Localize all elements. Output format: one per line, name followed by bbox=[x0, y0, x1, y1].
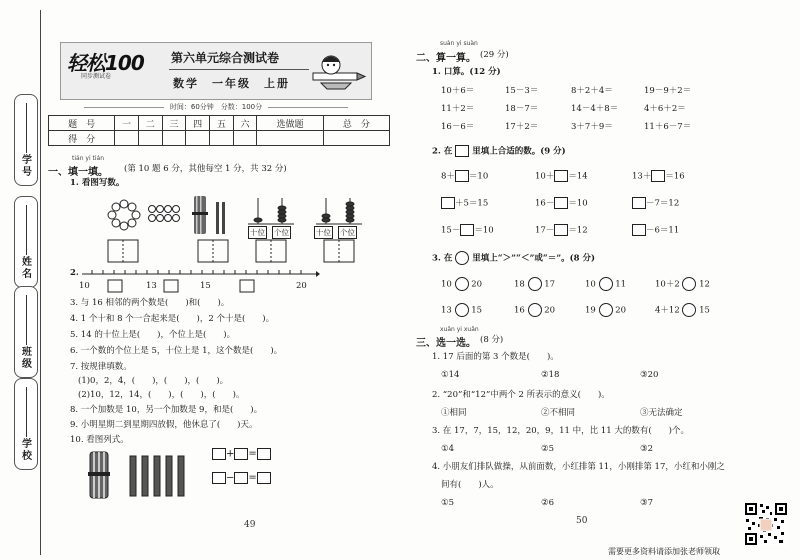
oral-item: 11＋6－7＝ bbox=[644, 122, 692, 132]
answer-circle[interactable] bbox=[455, 303, 469, 317]
score-input-cell[interactable] bbox=[162, 131, 186, 146]
compare-item: 4＋12 15 bbox=[655, 303, 710, 317]
question-7a: (1)0，2，4，( )，( )，( )。 bbox=[78, 376, 229, 386]
choice-question-2: 2. “20”和“12”中两个 2 所表示的意义( )。 bbox=[432, 390, 610, 400]
ring-of-circles-icon bbox=[108, 200, 140, 230]
binding-strip bbox=[0, 0, 44, 560]
answer-circle[interactable] bbox=[528, 277, 542, 291]
section2-note: (29 分) bbox=[480, 50, 509, 60]
answer-circle[interactable] bbox=[682, 277, 696, 291]
score-header-cell: 总 分 bbox=[323, 116, 389, 131]
answer-box[interactable] bbox=[632, 224, 646, 236]
oral-item: 15－3＝ bbox=[505, 86, 539, 96]
class-field[interactable] bbox=[14, 286, 38, 378]
choice-option[interactable]: ①5 bbox=[441, 498, 455, 508]
footer-note: 需要更多资料请添加张老师领取 bbox=[608, 547, 720, 556]
score-table bbox=[48, 115, 390, 146]
section1-note: (第 10 题 6 分，其他每空 1 分，共 32 分) bbox=[124, 164, 287, 174]
score-input-cell[interactable] bbox=[138, 131, 162, 146]
score-label-cell: 得 分 bbox=[49, 131, 115, 146]
abacus-2-icon bbox=[316, 198, 362, 224]
answer-box[interactable] bbox=[234, 448, 248, 460]
page-number-left: 49 bbox=[244, 520, 256, 530]
pencil-kid-illustration bbox=[311, 51, 367, 91]
score-input-cell[interactable] bbox=[257, 131, 323, 146]
choice-option[interactable]: ②5 bbox=[541, 444, 555, 454]
question-4: 4. 1 个十和 8 个一合起来是( )，2 个十是( )。 bbox=[70, 314, 275, 324]
score-header-cell: 四 bbox=[186, 116, 210, 131]
choice-question-1: 1. 17 后面的第 3 个数是( )。 bbox=[432, 352, 559, 362]
section3-note: (8 分) bbox=[480, 335, 504, 345]
score-header-cell: 二 bbox=[138, 116, 162, 131]
oral-item: 10＋6＝ bbox=[441, 86, 475, 96]
question-3: 3. 与 16 相邻的两个数是( )和( )。 bbox=[70, 298, 230, 308]
calc-question-3: 3. 在 里填上“＞”“＜”或“＝”。(8 分) bbox=[432, 251, 595, 265]
answer-box[interactable] bbox=[651, 170, 665, 182]
fill-item: －7＝12 bbox=[632, 197, 679, 210]
question-5: 5. 14 的十位上是( )，个位上是( )。 bbox=[70, 330, 236, 340]
section1-title: 一、填一填。 bbox=[48, 167, 108, 178]
question-8: 8. 一个加数是 10，另一个加数是 9，和是( )。 bbox=[70, 405, 263, 415]
student-number-label: 学号 bbox=[22, 155, 32, 178]
name-field[interactable] bbox=[14, 196, 38, 288]
oral-item: 18－7＝ bbox=[505, 104, 539, 114]
compare-item: 10＋2 12 bbox=[655, 277, 710, 291]
fill-item: 16－ ＝10 bbox=[535, 198, 588, 209]
choice-option[interactable]: ③2 bbox=[640, 444, 654, 454]
answer-box[interactable] bbox=[257, 448, 271, 460]
oral-item: 11＋2＝ bbox=[441, 104, 475, 114]
question-6: 6. 一个数的个位上是 5，十位上是 1，这个数是( )。 bbox=[70, 346, 283, 356]
ruler-num-20: 20 bbox=[296, 281, 307, 291]
abacus-2-tens-label: 十位 bbox=[316, 228, 331, 237]
question-7b: (2)10，12，14，( )，( )，( )。 bbox=[78, 390, 245, 400]
calc-question-1: 1. 口算。(12 分) bbox=[432, 67, 501, 77]
section1-pinyin: tián yi tián bbox=[72, 155, 105, 162]
section3-pinyin: xuǎn yi xuǎn bbox=[440, 326, 479, 333]
answer-box[interactable] bbox=[460, 224, 474, 236]
section3-title: 三、选一选。 bbox=[416, 338, 476, 349]
fill-item: 13＋ ＝16 bbox=[632, 171, 685, 182]
choice-question-3: 3. 在 17，7，15，12，20，9，11 中，比 11 大的数有( )个。 bbox=[432, 426, 689, 436]
answer-circle[interactable] bbox=[599, 277, 613, 291]
score-header-cell: 选做题 bbox=[257, 116, 323, 131]
brand-logo-sub: 同步测试卷 bbox=[81, 73, 112, 80]
exam-title: 第六单元综合测试卷 bbox=[171, 51, 280, 65]
question-10: 10. 看图列式。 bbox=[70, 435, 129, 445]
score-input-cell[interactable] bbox=[323, 131, 389, 146]
score-input-cell[interactable] bbox=[210, 131, 234, 146]
score-header-cell: 六 bbox=[233, 116, 257, 131]
score-header-cell: 题 号 bbox=[49, 116, 115, 131]
score-value-row bbox=[49, 131, 390, 146]
q10-equation-1: + = bbox=[212, 448, 271, 460]
name-label: 姓名 bbox=[22, 257, 32, 280]
compare-item: 19 20 bbox=[585, 303, 626, 317]
ruler-num-15: 15 bbox=[200, 281, 211, 291]
calc-question-2: 2. 在 里填上合适的数。(9 分) bbox=[432, 146, 566, 157]
question-2-label: 2. bbox=[70, 268, 79, 278]
answer-circle[interactable] bbox=[528, 303, 542, 317]
compare-item: 10 20 bbox=[441, 277, 482, 291]
answer-box[interactable] bbox=[455, 170, 469, 182]
compare-item: 10 11 bbox=[585, 277, 626, 291]
compare-item: 18 17 bbox=[514, 277, 555, 291]
answer-grid bbox=[108, 240, 354, 262]
choice-option[interactable]: ③无法确定 bbox=[640, 408, 683, 418]
choice-option[interactable]: ②不相同 bbox=[541, 408, 576, 418]
answer-box[interactable] bbox=[441, 197, 455, 209]
stick-bundle-icon bbox=[192, 196, 225, 234]
oral-item: 8＋2＋4＝ bbox=[571, 86, 613, 96]
section2-title: 二、算一算。 bbox=[416, 53, 476, 64]
oral-item: 16－6＝ bbox=[441, 122, 475, 132]
fill-item: 15－ ＝10 bbox=[441, 225, 494, 236]
circle-cluster-icon bbox=[149, 206, 180, 222]
answer-circle[interactable] bbox=[682, 303, 696, 317]
oral-item: 4＋6＋2＝ bbox=[644, 104, 686, 114]
answer-box[interactable] bbox=[632, 197, 646, 209]
section2-pinyin: suàn yi suàn bbox=[440, 40, 478, 47]
abacus-1-ones-label: 个位 bbox=[274, 228, 289, 237]
choice-option[interactable]: ②18 bbox=[541, 370, 560, 380]
answer-box[interactable] bbox=[257, 472, 271, 484]
choice-option[interactable]: ③7 bbox=[640, 498, 654, 508]
qr-code-icon bbox=[744, 502, 788, 546]
choice-option[interactable]: ②6 bbox=[541, 498, 555, 508]
score-input-cell[interactable] bbox=[115, 131, 139, 146]
fill-item: 17－ ＝12 bbox=[535, 225, 588, 236]
choice-option[interactable]: ①相同 bbox=[441, 408, 467, 418]
oral-item: 14－4＋8＝ bbox=[571, 104, 619, 114]
abacus-2-ones-label: 个位 bbox=[340, 228, 355, 237]
oral-item: 19－9＋2＝ bbox=[644, 86, 692, 96]
sticks-picture bbox=[86, 450, 202, 502]
score-header-cell: 三 bbox=[162, 116, 186, 131]
choice-option[interactable]: ①4 bbox=[441, 444, 455, 454]
choice-option[interactable]: ①14 bbox=[441, 370, 460, 380]
question-7: 7. 按规律填数。 bbox=[70, 362, 132, 372]
oral-item: 3＋7＋9＝ bbox=[571, 122, 613, 132]
binding-line bbox=[40, 10, 41, 555]
exam-header bbox=[60, 42, 372, 100]
abacus-1-icon bbox=[248, 198, 294, 224]
answer-box-icon bbox=[455, 145, 469, 157]
answer-box[interactable] bbox=[554, 224, 568, 236]
choice-question-4: 4. 小朋友们排队做操，从前面数，小红排第 11，小刚排第 17，小红和小刚之 bbox=[432, 462, 725, 472]
answer-circle-icon bbox=[455, 251, 469, 265]
score-header-cell: 一 bbox=[115, 116, 139, 131]
student-number-field[interactable] bbox=[14, 94, 38, 186]
score-header-cell: 五 bbox=[210, 116, 234, 131]
question-1: 1. 看图写数。 bbox=[70, 178, 125, 188]
answer-circle[interactable] bbox=[455, 277, 469, 291]
oral-item: 17＋2＝ bbox=[505, 122, 539, 132]
class-label: 班级 bbox=[22, 347, 32, 370]
choice-option[interactable]: ③20 bbox=[640, 370, 659, 380]
answer-box[interactable] bbox=[212, 448, 226, 460]
answer-box[interactable] bbox=[554, 170, 568, 182]
brand-logo: 轻松100 bbox=[67, 51, 144, 75]
ruler-num-13: 13 bbox=[146, 281, 157, 291]
answer-circle[interactable] bbox=[599, 303, 613, 317]
choice-question-4-cont: 间有( )人。 bbox=[441, 480, 499, 490]
compare-item: 16 20 bbox=[514, 303, 555, 317]
fill-item: 10＋ ＝14 bbox=[535, 171, 588, 182]
score-input-cell[interactable] bbox=[233, 131, 257, 146]
page-number-right: 50 bbox=[576, 516, 588, 526]
score-input-cell[interactable] bbox=[186, 131, 210, 146]
fill-item: 8＋ ＝10 bbox=[441, 171, 489, 182]
exam-subject-grade: 数学 一年级 上册 bbox=[173, 77, 290, 90]
abacus-1-tens-label: 十位 bbox=[250, 228, 265, 237]
score-header-row bbox=[49, 116, 390, 131]
exam-meta: 时间：60分钟 分数：100分 bbox=[60, 102, 372, 112]
compare-item: 13 15 bbox=[441, 303, 482, 317]
school-label: 学校 bbox=[22, 439, 32, 462]
school-field[interactable] bbox=[14, 378, 38, 470]
answer-box[interactable] bbox=[554, 197, 568, 209]
answer-box[interactable] bbox=[212, 472, 226, 484]
fill-item: －6＝11 bbox=[632, 224, 679, 237]
question-9: 9. 小明星期二到星期四放假，他休息了( )天。 bbox=[70, 420, 258, 430]
answer-box[interactable] bbox=[234, 472, 248, 484]
ruler-num-10: 10 bbox=[79, 281, 90, 291]
fill-item: ＋5＝15 bbox=[441, 197, 488, 210]
q10-equation-2: − = bbox=[212, 472, 271, 484]
